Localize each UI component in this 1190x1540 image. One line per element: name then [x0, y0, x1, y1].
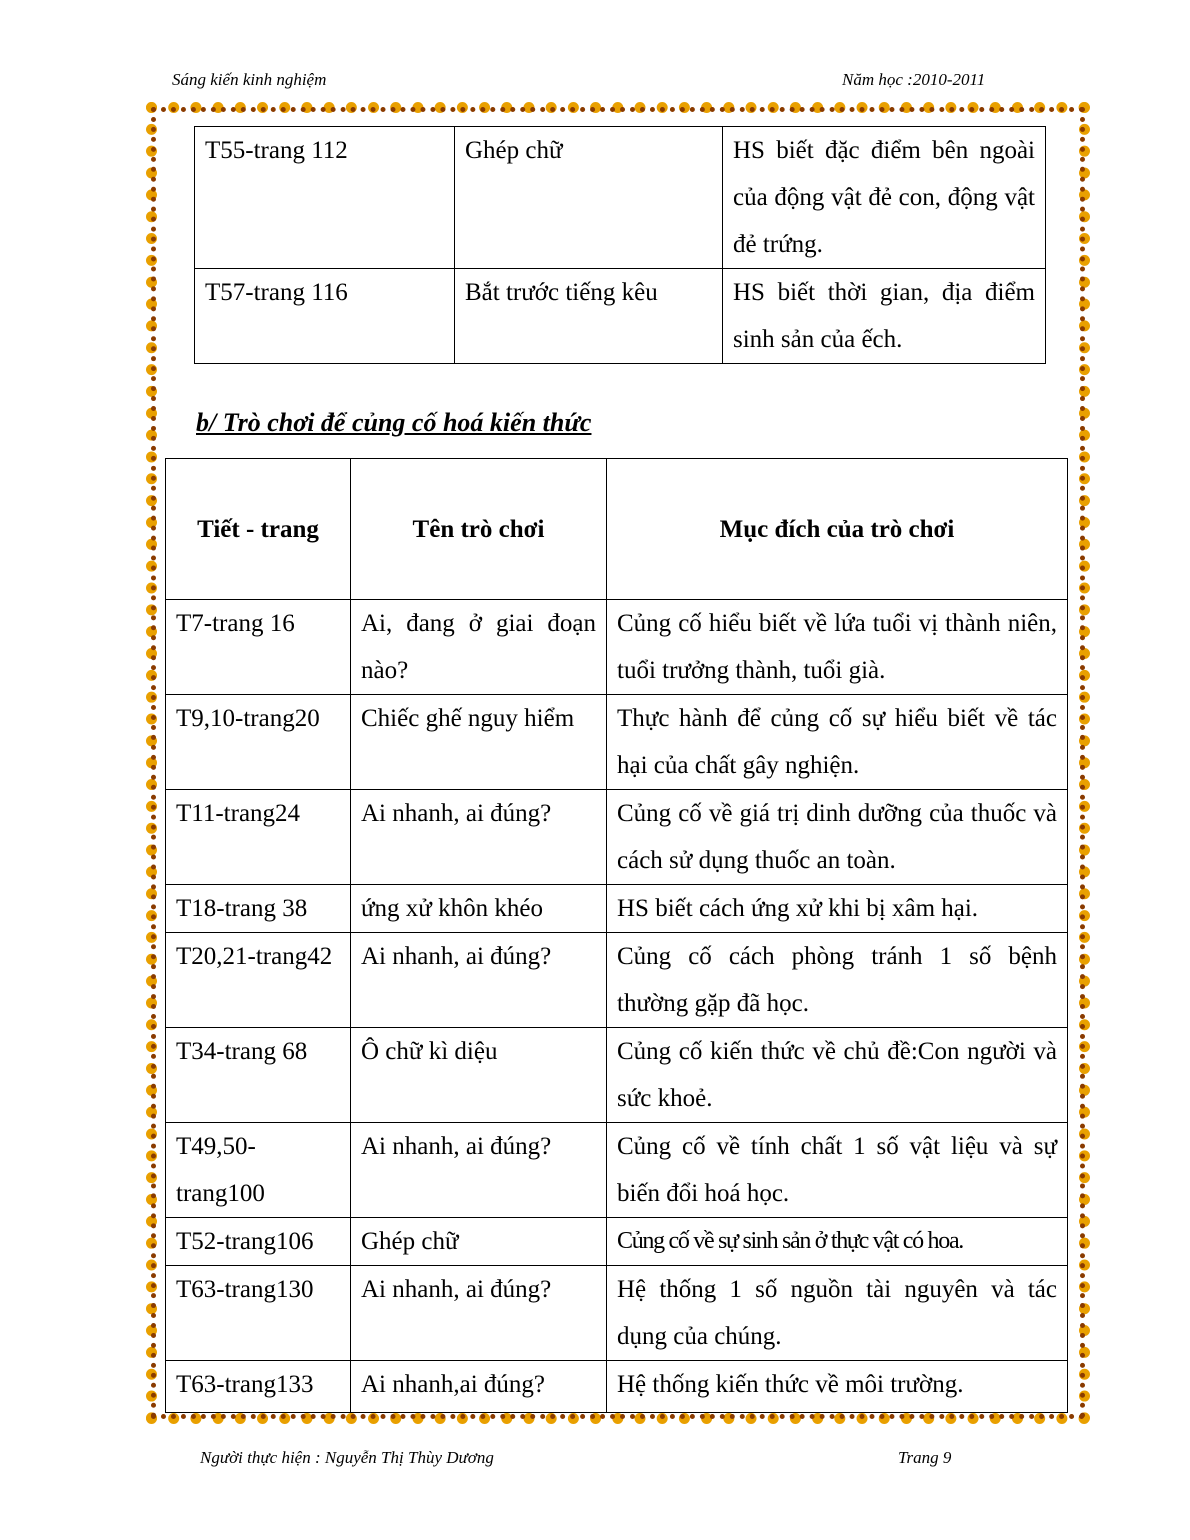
- cell-game: Ai, đang ở giai đoạn nào?: [351, 600, 607, 695]
- header-game: Tên trò chơi: [351, 459, 607, 600]
- cell-purpose: HS biết cách ứng xử khi bị xâm hại.: [607, 885, 1068, 933]
- cell-lesson: T57-trang 116: [195, 269, 455, 364]
- table-row: [166, 933, 1068, 1028]
- cell-purpose: Củng cố kiến thức về chủ đề:Con người và sức khoẻ.: [607, 1028, 1068, 1123]
- table-row: [166, 885, 1068, 933]
- cell-lesson: T11-trang24: [166, 790, 351, 885]
- cell-lesson: T7-trang 16: [166, 600, 351, 695]
- table-header-row: [166, 459, 1068, 600]
- cell-lesson: T63-trang130: [166, 1266, 351, 1361]
- header-lesson: Tiết - trang: [166, 459, 351, 600]
- table-row: [166, 695, 1068, 790]
- cell-purpose: Củng cố về giá trị dinh dưỡng của thuốc và cách sử dụng thuốc an toàn.: [607, 790, 1068, 885]
- cell-game: Ô chữ kì diệu: [351, 1028, 607, 1123]
- cell-lesson: T18-trang 38: [166, 885, 351, 933]
- cell-purpose: Củng cố về sự sinh sản ở thực vật có hoa.: [607, 1218, 1068, 1266]
- cell-game: Ghép chữ: [455, 127, 723, 269]
- cell-game: Ai nhanh,ai đúng?: [351, 1361, 607, 1413]
- footer-author: Người thực hiện : Nguyễn Thị Thùy Dương: [200, 1448, 494, 1467]
- cell-lesson: T9,10-trang20: [166, 695, 351, 790]
- cell-lesson: T52-trang106: [166, 1218, 351, 1266]
- cell-purpose: Củng cố hiểu biết về lứa tuổi vị thành niên, tuổi trưởng thành, tuổi già.: [607, 600, 1068, 695]
- table-row: [166, 600, 1068, 695]
- table-games-continued: [194, 126, 1046, 364]
- table-row: [195, 269, 1046, 364]
- cell-lesson: T55-trang 112: [195, 127, 455, 269]
- cell-purpose: HS biết thời gian, địa điểm sinh sản của ếch.: [723, 269, 1046, 364]
- cell-game: Bắt trước tiếng kêu: [455, 269, 723, 364]
- cell-game: ứng xử khôn khéo: [351, 885, 607, 933]
- cell-lesson: T49,50-trang100: [166, 1123, 351, 1218]
- cell-lesson: T20,21-trang42: [166, 933, 351, 1028]
- table-row: [166, 1266, 1068, 1361]
- header-school-year: Năm học :2010-2011: [842, 70, 986, 89]
- header-title: Sáng kiến kinh nghiệm: [172, 70, 327, 89]
- header-purpose: Mục đích của trò chơi: [607, 459, 1068, 600]
- table-row: [166, 1361, 1068, 1413]
- cell-purpose: Hệ thống kiến thức về môi trường.: [607, 1361, 1068, 1413]
- table-row: [166, 1218, 1068, 1266]
- cell-game: Ai nhanh, ai đúng?: [351, 1266, 607, 1361]
- table-review-games: [165, 458, 1068, 1413]
- cell-lesson: T63-trang133: [166, 1361, 351, 1413]
- cell-purpose: Củng cố về tính chất 1 số vật liệu và sự biến đổi hoá học.: [607, 1123, 1068, 1218]
- footer-page-number: Trang 9: [898, 1448, 952, 1467]
- table-row: [166, 790, 1068, 885]
- cell-purpose: HS biết đặc điểm bên ngoài của động vật đẻ con, động vật đẻ trứng.: [723, 127, 1046, 269]
- cell-purpose: Hệ thống 1 số nguồn tài nguyên và tác dụng của chúng.: [607, 1266, 1068, 1361]
- cell-game: Ai nhanh, ai đúng?: [351, 1123, 607, 1218]
- table-row: [195, 127, 1046, 269]
- cell-game: Ghép chữ: [351, 1218, 607, 1266]
- table-row: [166, 1028, 1068, 1123]
- table-row: [166, 1123, 1068, 1218]
- cell-game: Chiếc ghế nguy hiểm: [351, 695, 607, 790]
- cell-purpose: Củng cố cách phòng tránh 1 số bệnh thường gặp đã học.: [607, 933, 1068, 1028]
- cell-game: Ai nhanh, ai đúng?: [351, 933, 607, 1028]
- cell-lesson: T34-trang 68: [166, 1028, 351, 1123]
- cell-game: Ai nhanh, ai đúng?: [351, 790, 607, 885]
- section-title: b/ Trò chơi để củng cố hoá kiến thức: [196, 408, 592, 437]
- cell-purpose: Thực hành để củng cố sự hiểu biết về tác hại của chất gây nghiện.: [607, 695, 1068, 790]
